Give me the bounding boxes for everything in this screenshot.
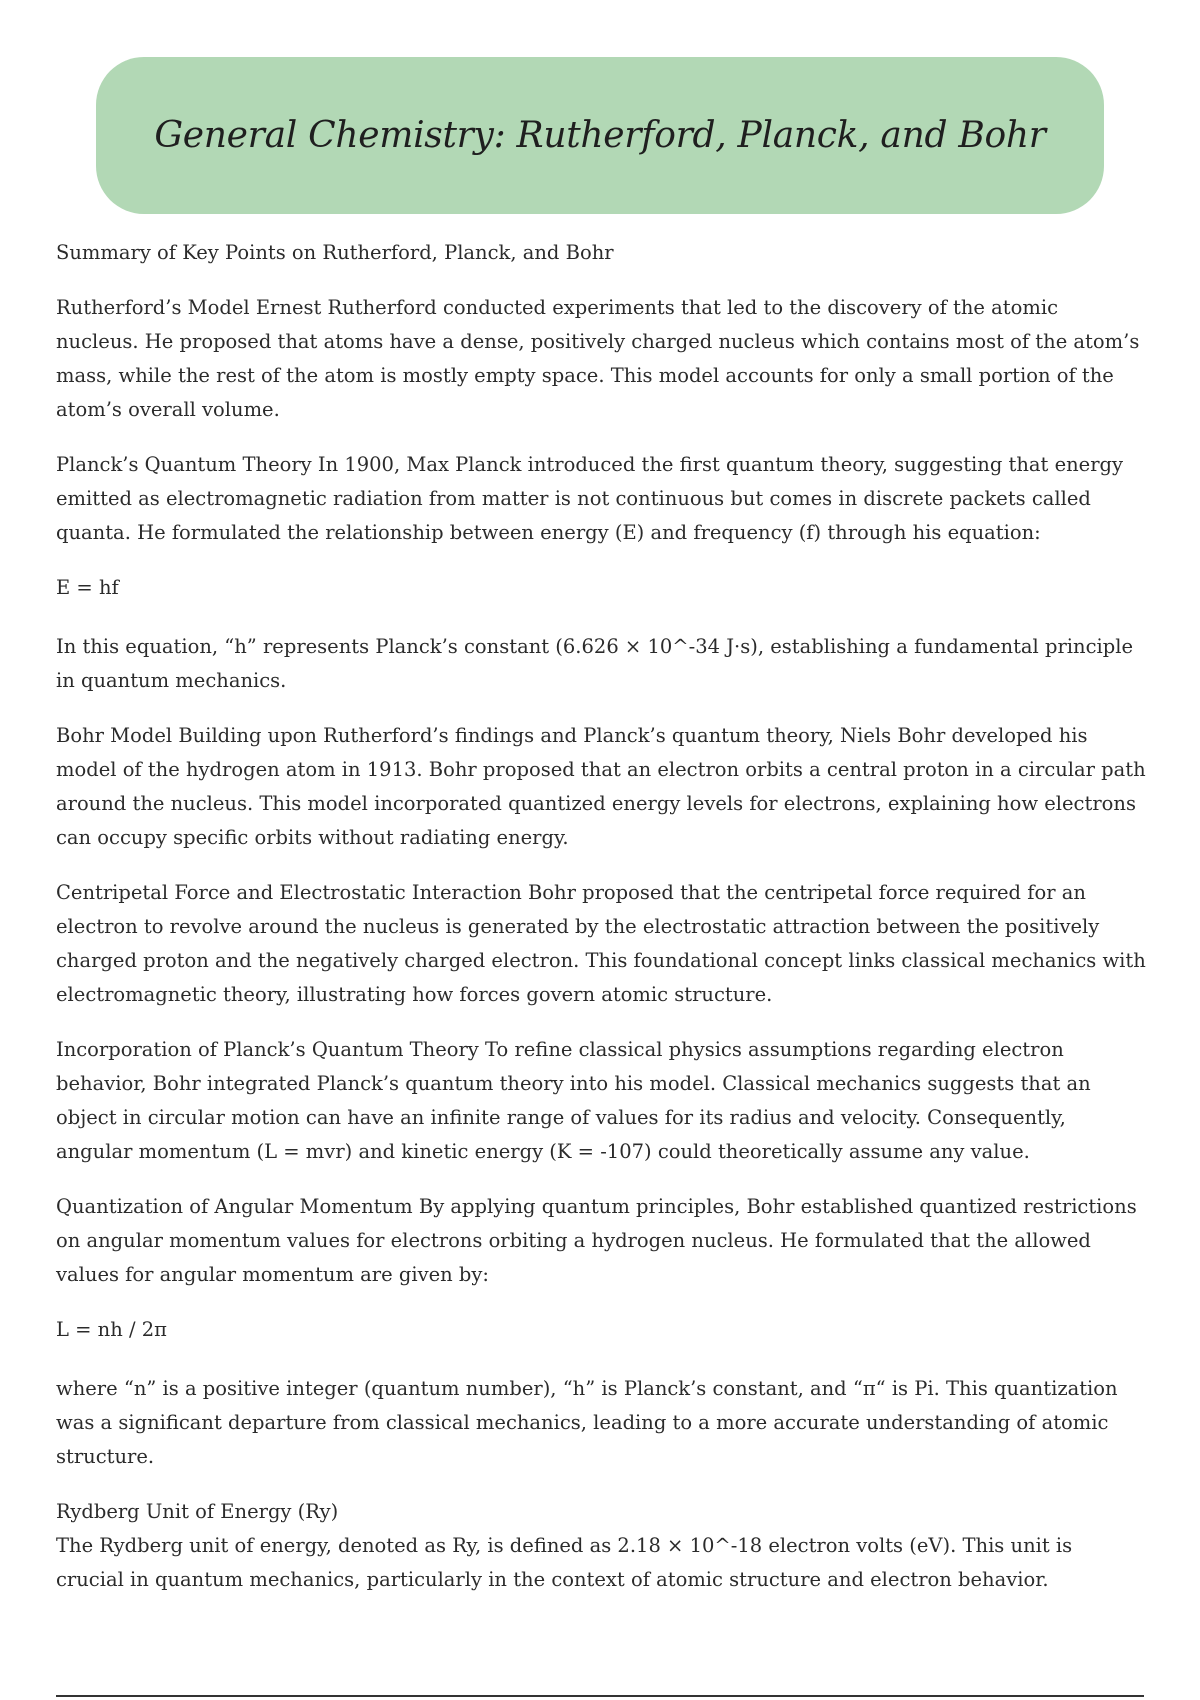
paragraph-rydberg: The Rydberg unit of energy, denoted as Ry, is defined as 2.18 × 10^-18 electron volts (eV). This unit is crucial in quantum mechanics, particularly in the context of atomic structure and electron behavior. [56, 1534, 1073, 1591]
summary-heading: Summary of Key Points on Rutherford, Planck, and Bohr [56, 241, 614, 264]
equation-planck: E = hf [56, 576, 119, 599]
paragraph-planck-constant: In this equation, “h” represents Planck’s constant (6.626 × 10^-34 J·s), establishing a fundamental principle in quantum mechanics. [56, 635, 1134, 692]
equation-angular-momentum: L = nh / 2π [56, 1318, 167, 1341]
rydberg-heading: Rydberg Unit of Energy (Ry) [56, 1500, 339, 1523]
paragraph-rutherford: Rutherford’s Model Ernest Rutherford conducted experiments that led to the discovery of the atomic nucleus. He proposed that atoms have a dense, positively charged nucleus which contains most of the atom’s mass, while the rest of the atom is mostly empty space. This model accounts for only a small portion of the atom’s overall volume. [56, 296, 1140, 421]
title-banner [96, 57, 1104, 214]
paragraph-centripetal: Centripetal Force and Electrostatic Interaction Bohr proposed that the centripetal force required for an electron to revolve around the nucleus is generated by the electrostatic attraction between the positively charged proton and the negatively charged electron. This foundational concept links classical mechanics with electromagnetic theory, illustrating how forces govern atomic structure. [56, 881, 1146, 1006]
document-body [56, 236, 1146, 1618]
paragraph-bohr: Bohr Model Building upon Rutherford’s findings and Planck’s quantum theory, Niels Bohr developed his model of the hydrogen atom in 1913. Bohr proposed that an electron orbits a central proton in a circular path around the nucleus. This model incorporated quantized energy levels for electrons, explaining how electrons can occupy specific orbits without radiating energy. [56, 724, 1146, 849]
bottom-divider [56, 1695, 1144, 1697]
paragraph-where: where “n” is a positive integer (quantum number), “h” is Planck’s constant, and “π“ is Pi. This quantization was a significant departure from classical mechanics, leading to a more accurate understanding of atomic structure. [56, 1377, 1118, 1468]
page-title: General Chemistry: Rutherford, Planck, and Bohr [154, 115, 1046, 156]
paragraph-planck: Planck’s Quantum Theory In 1900, Max Planck introduced the first quantum theory, suggesting that energy emitted as electromagnetic radiation from matter is not continuous but comes in discrete packets called quanta. He formulated the relationship between energy (E) and frequency (f) through his equation: [56, 453, 1124, 544]
paragraph-incorporation: Incorporation of Planck’s Quantum Theory To refine classical physics assumptions regarding electron behavior, Bohr integrated Planck’s quantum theory into his model. Classical mechanics suggests that an object in circular motion can have an infinite range of values for its radius and velocity. Consequently, angular momentum (L = mvr) and kinetic energy (K = -107) could theoretically assume any value. [56, 1038, 1091, 1163]
paragraph-quantization: Quantization of Angular Momentum By applying quantum principles, Bohr established quantized restrictions on angular momentum values for electrons orbiting a hydrogen nucleus. He formulated that the allowed values for angular momentum are given by: [56, 1195, 1137, 1286]
